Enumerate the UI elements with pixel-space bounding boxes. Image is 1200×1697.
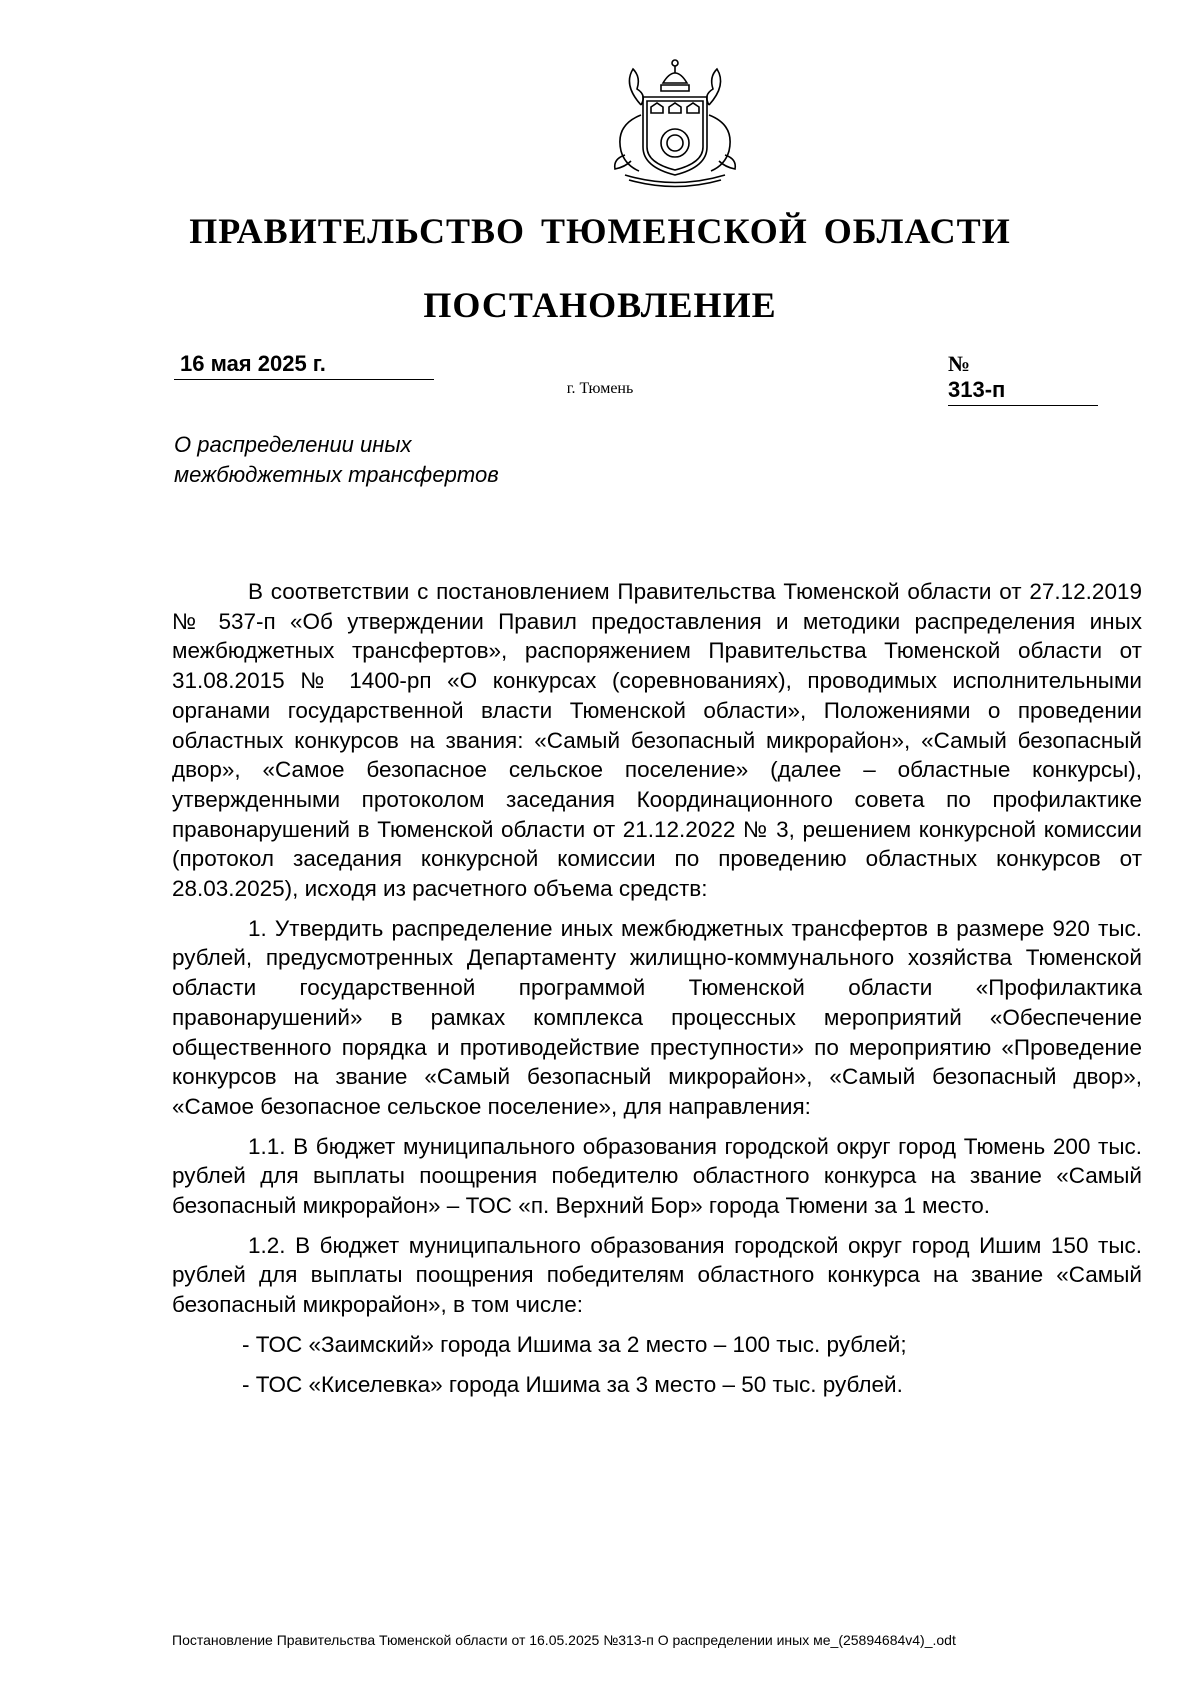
clause-1-2-paragraph: 1.2. В бюджет муниципального образования городской округ город Ишим 150 тыс. рублей для выплаты поощрения победителям областного конкурса на звание «Самый безопасный микрорайон», в том числе: [172,1232,1142,1318]
subject-line-1: О распределении иных [174,432,412,457]
government-name: ПРАВИТЕЛЬСТВО ТЮМЕНСКОЙ ОБЛАСТИ [189,211,1011,251]
document-type-title: ПОСТАНОВЛЕНИЕ [423,285,777,325]
document-body [172,577,1142,1409]
document-date: 16 мая 2025 г. [174,351,434,380]
list-item: - ТОС «Киселевка» города Ишима за 3 место – 50 тыс. рублей. [242,1371,903,1397]
document-number: 313-п [948,377,1098,406]
footer-file-reference: Постановление Правительства Тюменской области от 16.05.2025 №313-п О распределении иных ме_(25894684v4)_.odt [172,1632,956,1648]
coat-of-arms-emblem [585,55,765,190]
subject-line-2: межбюджетных трансфертов [174,462,499,487]
list-item: - ТОС «Заимский» города Ишима за 2 место – 100 тыс. рублей; [242,1331,907,1357]
document-subject [174,430,694,490]
number-sign: № [948,351,971,376]
clause-1-1-paragraph: 1.1. В бюджет муниципального образования городской округ город Тюмень 200 тыс. рублей для выплаты поощрения победителю областного конкурса на звание «Самый безопасный микрорайон» – ТОС «п. Верхний Бор» города Тюмени за 1 место. [172,1133,1142,1219]
clause-1-paragraph: 1. Утвердить распределение иных межбюджетных трансфертов в размере 920 тыс. рублей, предусмотренных Департаменту жилищно-коммунального хозяйства Тюменской области государственной программой Тюменской области «Профилактика правонарушений» в рамках комплекса процессных мероприятий «Обеспечение общественного порядка и противодействие преступности» по мероприятию «Проведение конкурсов на звание «Самый безопасный микрорайон», «Самый безопасный двор», «Самое безопасное сельское поселение», для направления: [172,915,1142,1119]
city-name: г. Тюмень [566,380,634,397]
preamble-paragraph: В соответствии с постановлением Правительства Тюменской области от 27.12.2019 № 537-п «Об утверждении Правил предоставления и методики распределения иных межбюджетных трансфертов», распоряжением Правительства Тюменской области от 31.08.2015 № 1400-рп «О конкурсах (соревнованиях), проводимых исполнительными органами государственной власти Тюменской области», Положениями о проведении областных конкурсов на звания: «Самый безопасный микрорайон», «Самый безопасный двор», «Самое безопасное сельское поселение» (далее – областные конкурсы), утвержденными протоколом заседания Координационного совета по профилактике правонарушений в Тюменской области от 21.12.2022 № 3, решением конкурсной комиссии (протокол заседания конкурсной комиссии по проведению областных конкурсов от 28.03.2025), исходя из расчетного объема средств: [172,579,1142,902]
